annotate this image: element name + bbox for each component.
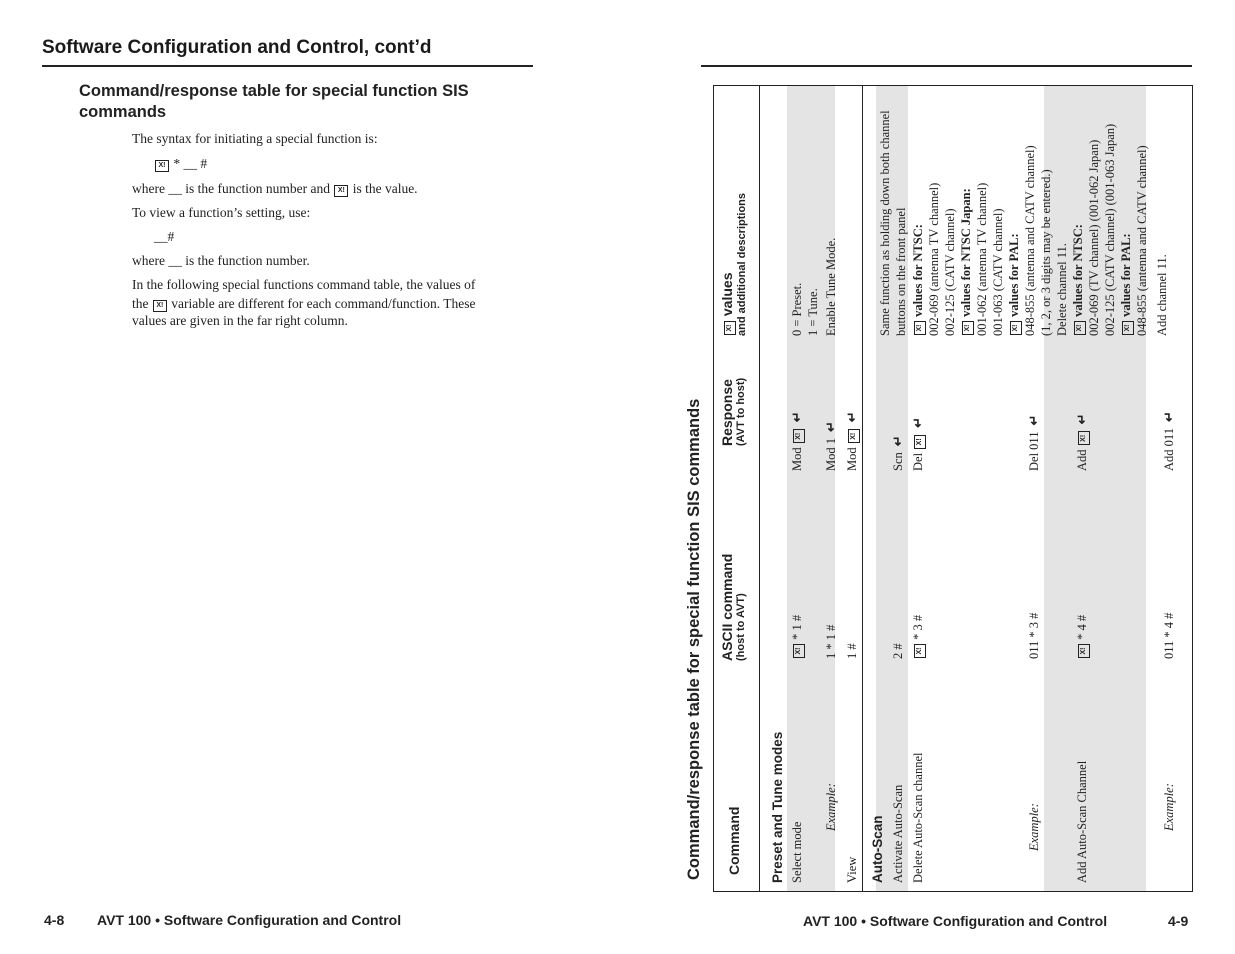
- resp-text: Del 011: [1027, 431, 1041, 471]
- return-icon: ↵: [1074, 413, 1089, 425]
- val-select-mode-2: 1 = Tune.: [806, 288, 820, 336]
- footer-right-page-number: 4-9: [1168, 913, 1189, 929]
- table-title: Command/response table for special function SIS commands: [685, 398, 703, 880]
- variable-x-icon: X!: [153, 300, 167, 312]
- header-values-label: values: [719, 272, 735, 317]
- page-subtitle: Command/response table for special function SIS commands: [79, 82, 469, 121]
- resp-view: [844, 411, 860, 471]
- variable-x-icon: X!: [1078, 431, 1090, 445]
- val-add-ntsc-2: 002-125 (CATV channel) (001-063 Japan): [1103, 123, 1117, 336]
- para-line-2: [132, 295, 476, 312]
- variable-x-icon: X!: [914, 644, 926, 658]
- val-delete-pal-1: 048-855 (antenna and CATV channel): [1023, 145, 1037, 336]
- variable-x-icon: X!: [724, 321, 736, 335]
- variable-x-icon: X!: [848, 429, 860, 443]
- where-line-1: [132, 180, 418, 197]
- section-heading-autoscan: Auto-Scan: [870, 815, 885, 883]
- resp-select-example: [823, 421, 839, 471]
- ascii-select-example: 1 * 1 #: [824, 624, 838, 659]
- ascii-add-example: 011 * 4 #: [1162, 612, 1176, 659]
- label-text: values for PAL:: [1007, 233, 1021, 317]
- cmd-select-mode: Select mode: [790, 821, 804, 883]
- val-activate-1: Same function as holding down both channel: [878, 110, 892, 336]
- footer-left-page-number: 4-8: [44, 912, 65, 928]
- cmd-delete-example: Example:: [1027, 803, 1041, 851]
- val-add-ntsc-1: 002-069 (TV channel) (001-062 Japan): [1087, 139, 1101, 336]
- footer-right-text: AVT 100 • Software Configuration and Control: [803, 913, 1108, 929]
- return-icon: ↵: [1026, 414, 1041, 426]
- cmd-select-example: Example:: [824, 783, 838, 831]
- val-add-pal-1: 048-855 (antenna and CATV channel): [1135, 145, 1149, 336]
- where-text-b: is the value.: [352, 181, 418, 196]
- where-line-2: where __ is the function number.: [132, 253, 310, 268]
- val-delete-note: (1, 2, or 3 digits may be entered.): [1039, 169, 1053, 336]
- cmd-view: View: [845, 856, 859, 883]
- resp-text: Add 011: [1162, 428, 1176, 471]
- val-add-example: Add channel 11.: [1155, 254, 1169, 336]
- section-heading-preset: Preset and Tune modes: [770, 731, 785, 883]
- return-icon: ↵: [1161, 411, 1176, 423]
- ascii-delete-example: 011 * 3 #: [1027, 612, 1041, 659]
- cmd-add: Add Auto-Scan Channel: [1075, 760, 1089, 883]
- row-band: [787, 86, 835, 891]
- val-delete-pal-label: [1006, 233, 1022, 336]
- resp-add-example: [1161, 411, 1177, 471]
- val-select-mode-1: 0 = Preset.: [790, 282, 804, 336]
- section-divider: [862, 86, 863, 891]
- ascii-add: [1074, 615, 1090, 659]
- header-response-label: Response: [719, 379, 735, 446]
- ascii-view: 1 #: [845, 643, 859, 659]
- return-icon: ↵: [789, 411, 804, 423]
- label-text: values for PAL:: [1119, 233, 1133, 317]
- label-text: values for NTSC:: [911, 224, 925, 317]
- syntax-intro: The syntax for initiating a special function is:: [132, 131, 378, 146]
- label-text: values for NTSC Japan:: [959, 188, 973, 317]
- where-text-a: where __ is the function number and: [132, 181, 330, 196]
- resp-text: Mod: [790, 447, 804, 471]
- ascii-select-mode: [789, 615, 805, 659]
- variable-x-icon: X!: [1010, 321, 1022, 335]
- resp-delete-example: [1026, 415, 1042, 471]
- para-line-3: values are given in the far right column.: [132, 313, 348, 328]
- ascii-activate: 2 #: [891, 643, 905, 659]
- resp-add: [1074, 413, 1090, 471]
- resp-select-mode: [789, 411, 805, 471]
- resp-text: Add: [1075, 449, 1089, 471]
- para-line-1: In the following special functions command table, the values of: [132, 277, 476, 292]
- header-response: [720, 378, 747, 446]
- resp-text: Del: [911, 452, 925, 471]
- syntax-line: [154, 155, 207, 172]
- val-add-pal-label: [1118, 233, 1134, 336]
- command-table: [713, 85, 1193, 892]
- val-delete-japan-1: 001-062 (antenna TV channel): [975, 182, 989, 336]
- ascii-text: * 3 #: [911, 614, 925, 640]
- val-delete-ntsc-2: 002-125 (CATV channel): [943, 208, 957, 336]
- variable-x-icon: X!: [1122, 321, 1134, 335]
- header-response-sub: (AVT to host): [735, 377, 747, 446]
- view-intro: To view a function’s setting, use:: [132, 205, 311, 220]
- return-icon: ↵: [823, 421, 838, 432]
- header-rule: [42, 65, 533, 67]
- val-delete-example: Delete channel 11.: [1055, 243, 1069, 336]
- header-values: [720, 193, 748, 336]
- variable-x-icon: X!: [1078, 644, 1090, 658]
- cmd-activate: Activate Auto-Scan: [891, 784, 905, 883]
- variable-x-icon: X!: [793, 644, 805, 658]
- resp-text: Mod: [845, 447, 859, 471]
- val-delete-ntsc-label: [910, 224, 926, 336]
- return-icon: ↵: [844, 411, 859, 423]
- para-text-a: the: [132, 296, 149, 311]
- page-section-title: Software Configuration and Control, cont’d: [42, 37, 432, 58]
- variable-x-icon: X!: [914, 321, 926, 335]
- header-rule-right: [701, 65, 1192, 67]
- val-add-ntsc-label: [1070, 224, 1086, 336]
- label-text: values for NTSC:: [1071, 224, 1085, 317]
- variable-x-icon: X!: [962, 321, 974, 335]
- rotated-table-container: [687, 84, 1195, 894]
- header-ascii: [720, 554, 747, 661]
- ascii-delete: [910, 615, 926, 659]
- cmd-add-example: Example:: [1162, 783, 1176, 831]
- header-ascii-label: ASCII command: [719, 553, 735, 661]
- footer-left-text: AVT 100 • Software Configuration and Control: [97, 912, 402, 928]
- view-line: __#: [154, 229, 175, 244]
- header-command: [727, 807, 742, 875]
- resp-activate: [890, 435, 906, 471]
- ascii-text: * 4 #: [1075, 614, 1089, 640]
- variable-x-icon: X!: [914, 435, 926, 449]
- resp-text: Scn: [891, 452, 905, 471]
- table-header: [714, 86, 760, 891]
- variable-x-icon: X!: [793, 429, 805, 443]
- variable-x-icon: X!: [334, 185, 348, 197]
- variable-x-icon: X!: [1074, 321, 1086, 335]
- header-values-sub: and additional descriptions: [736, 192, 748, 336]
- header-ascii-sub: (host to AVT): [735, 593, 747, 661]
- val-delete-japan-label: [958, 188, 974, 336]
- return-icon: ↵: [910, 416, 925, 428]
- variable-x-icon: X!: [155, 160, 169, 172]
- val-delete-japan-2: 001-063 (CATV channel): [991, 208, 1005, 336]
- header-command-label: Command: [726, 806, 742, 875]
- ascii-text: * 1 #: [790, 614, 804, 640]
- val-delete-ntsc-1: 002-069 (antenna TV channel): [927, 182, 941, 336]
- val-select-example: Enable Tune Mode.: [824, 237, 838, 336]
- syntax-text: * __ #: [173, 156, 208, 171]
- val-activate-2: buttons on the front panel: [894, 207, 908, 336]
- resp-text: Mod 1: [824, 438, 838, 471]
- return-icon: ↵: [890, 435, 905, 447]
- resp-delete: [910, 417, 926, 471]
- para-text-b: variable are different for each command/function. These: [171, 296, 476, 311]
- cmd-delete: Delete Auto-Scan channel: [911, 752, 925, 883]
